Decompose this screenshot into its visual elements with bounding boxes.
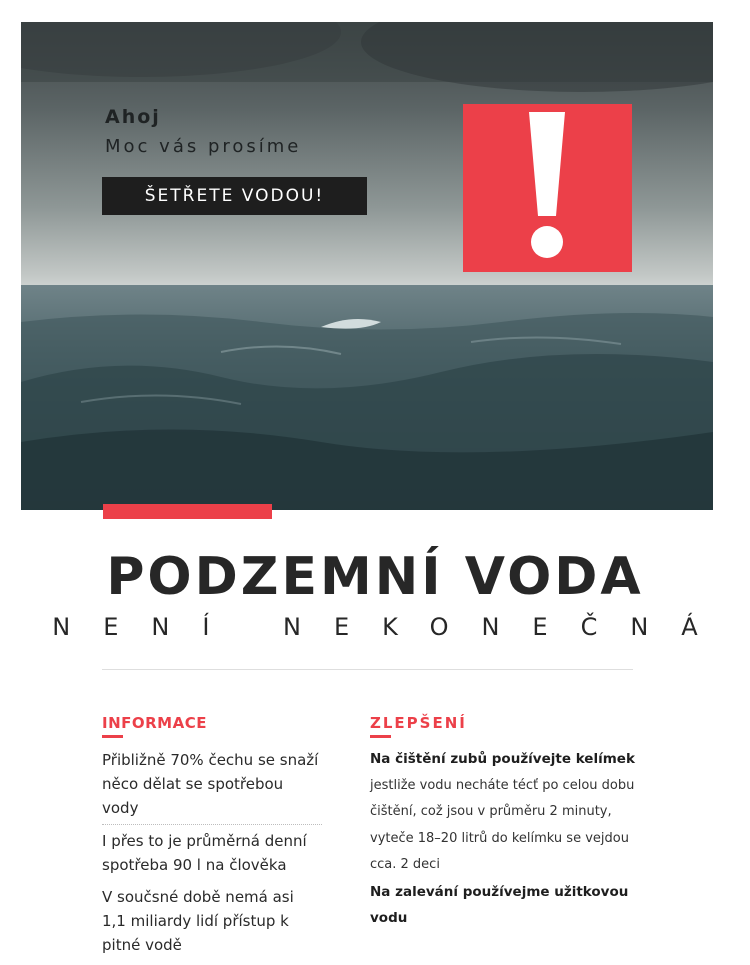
info-item: Přibližně 70% čechu se snaží něco dělat se spotřebou vody [102, 751, 319, 817]
save-water-banner: ŠETŘETE VODOU! [102, 177, 367, 215]
plea-text: Moc vás prosíme [105, 136, 302, 157]
page-title: PODZEMNÍ VODA [106, 547, 644, 607]
page-subtitle: NENÍ NEKONEČNÁ [52, 613, 731, 641]
exclamation-icon [463, 104, 632, 272]
accent-bar [103, 504, 272, 519]
zlepseni-heading: ZLEPŠENÍ [370, 714, 467, 732]
hero-banner [21, 22, 713, 510]
tip-text: jestliže vodu necháte técť po celou dobu čištění, což jsou v průměru 2 minuty, vyteče 18–20 litrů do kelímku se vejdou cca. 2 deci [370, 777, 635, 872]
tip-title: Na čištění zubů používejte kelímek [370, 751, 635, 767]
tip-title: Na zalevání používejme užitkovou vodu [370, 883, 629, 926]
warning-box [463, 104, 632, 272]
informace-section [102, 714, 322, 961]
info-item: V součsné době nemá asi 1,1 miliardy lidí přístup k pitné vodě [102, 888, 294, 954]
tips-list [370, 746, 650, 932]
zlepseni-section [370, 714, 650, 932]
heading-underline [370, 735, 391, 738]
informace-heading: INFORMACE [102, 714, 207, 732]
info-item: I přes to je průměrná denní spotřeba 90 l na člověka [102, 824, 322, 881]
divider [102, 669, 633, 670]
greeting-text: Ahoj [105, 106, 161, 128]
heading-underline [102, 735, 123, 738]
